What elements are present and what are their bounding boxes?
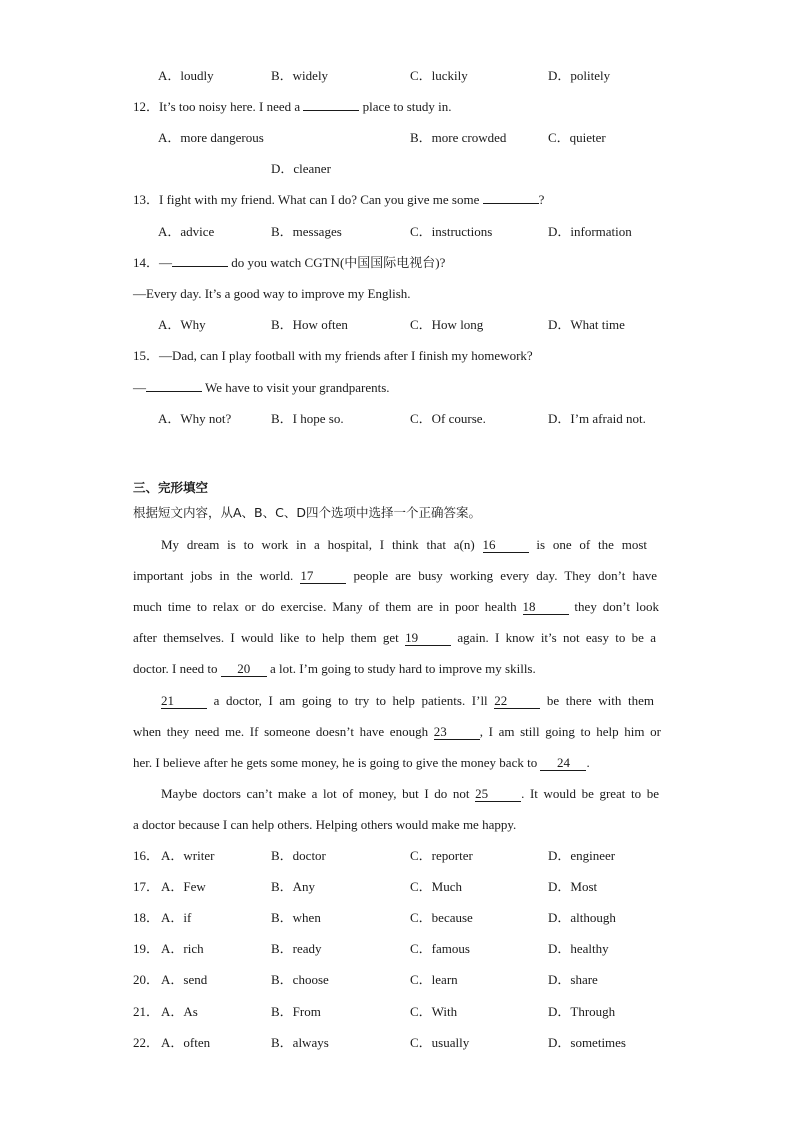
q15-text: —Dad, can I play football with my friends after I finish my homework?: [159, 348, 533, 363]
cloze-21-option-a[interactable]: A．As: [161, 1004, 198, 1019]
cloze-17-option-c[interactable]: C．Much: [410, 879, 463, 894]
q12-option-b[interactable]: B．more crowded: [410, 130, 507, 145]
q15-reply: [133, 379, 390, 397]
q12-text-before: It’s too noisy here. I need a: [159, 99, 304, 114]
cloze-21-option-b[interactable]: B．From: [271, 1004, 321, 1019]
passage-text: doctor. I need to: [133, 661, 221, 676]
q12-text-after: place to study in.: [359, 99, 452, 114]
passage-text: be there with them: [540, 693, 654, 708]
cloze-17-option-d[interactable]: D．Most: [548, 879, 598, 894]
q11-option-a[interactable]: A．loudly: [158, 68, 214, 83]
cloze-16-option-d[interactable]: D．engineer: [548, 848, 616, 863]
cloze-18-option-c[interactable]: C．because: [410, 910, 473, 925]
q14-option-c[interactable]: C．How long: [410, 317, 484, 332]
q15-option-d[interactable]: D．I’m afraid not.: [548, 411, 646, 426]
q13-text-before: I fight with my friend. What can I do? Can you give me some: [159, 192, 483, 207]
q12-number: 12．: [133, 99, 160, 114]
cloze-20-option-b[interactable]: B．choose: [271, 972, 329, 987]
passage-line-2: [133, 567, 657, 585]
blank-25[interactable]: 25: [475, 786, 521, 802]
cloze-18-option-b[interactable]: B．when: [271, 910, 321, 925]
passage-text: people are busy working every day. They don’t have: [346, 568, 657, 583]
blank-22[interactable]: 22: [494, 693, 540, 709]
cloze-19-option-a[interactable]: A．rich: [161, 941, 204, 956]
blank-18[interactable]: 18: [523, 599, 569, 615]
blank-17[interactable]: 17: [300, 568, 346, 584]
cloze-22-number: 22．: [133, 1035, 160, 1050]
passage-line-7: [133, 723, 661, 741]
passage-text: , I am still going to help him or: [479, 724, 661, 739]
cloze-22-option-d[interactable]: D．sometimes: [548, 1035, 626, 1050]
passage-text: much time to relax or do exercise. Many of them are in poor health: [133, 599, 523, 614]
cloze-22-option-a[interactable]: A．often: [161, 1035, 211, 1050]
passage-text: is one of the most: [528, 537, 648, 552]
passage-line-1: [161, 536, 647, 554]
q12-option-a[interactable]: A．more dangerous: [158, 130, 264, 145]
q13-option-a[interactable]: A．advice: [158, 224, 215, 239]
cloze-19-option-b[interactable]: B．ready: [271, 941, 322, 956]
cloze-21-option-c[interactable]: C．With: [410, 1004, 458, 1019]
cloze-16-option-c[interactable]: C．reporter: [410, 848, 473, 863]
q11-option-d[interactable]: D．politely: [548, 68, 611, 83]
cloze-18-option-d[interactable]: D．although: [548, 910, 616, 925]
q14-text-before: —: [159, 255, 173, 270]
q12-option-d[interactable]: D．cleaner: [271, 161, 331, 176]
cloze-17-option-a[interactable]: A．Few: [161, 879, 206, 894]
passage-text: they don’t look: [568, 599, 659, 614]
q15-question: [133, 347, 533, 365]
q11-option-b[interactable]: B．widely: [271, 68, 329, 83]
passage-line-6: [161, 692, 654, 710]
q15-option-c[interactable]: C．Of course.: [410, 411, 486, 426]
q13-text-after: ?: [538, 192, 545, 207]
passage-text: . It would be great to be: [521, 786, 659, 801]
cloze-21-option-d[interactable]: D．Through: [548, 1004, 616, 1019]
blank-20[interactable]: 20: [221, 661, 267, 677]
passage-text: a doctor, I am going to try to help patients. I’ll: [207, 693, 495, 708]
q14-text-after: do you watch CGTN(中国国际电视台)?: [228, 255, 446, 270]
q13-option-b[interactable]: B．messages: [271, 224, 342, 239]
q15-reply-before: —: [133, 380, 146, 395]
q14-option-a[interactable]: A．Why: [158, 317, 206, 332]
section-title: 三、完形填空: [133, 480, 209, 495]
cloze-18-number: 18．: [133, 910, 160, 925]
blank-19[interactable]: 19: [405, 630, 451, 646]
passage-line-4: [133, 629, 656, 647]
q15-option-b[interactable]: B．I hope so.: [271, 411, 344, 426]
cloze-17-option-b[interactable]: B．Any: [271, 879, 316, 894]
q14-option-d[interactable]: D．What time: [548, 317, 625, 332]
q15-blank[interactable]: [146, 379, 202, 392]
passage-text: My dream is to work in a hospital, I think that a(n): [161, 537, 483, 552]
passage-text: a lot. I’m going to study hard to improve my skills.: [266, 661, 536, 676]
q13-blank[interactable]: [483, 191, 539, 204]
blank-23[interactable]: 23: [434, 724, 480, 740]
q15-reply-after: We have to visit your grandparents.: [202, 380, 390, 395]
passage-line-8: [133, 754, 661, 772]
q11-option-c[interactable]: C．luckily: [410, 68, 468, 83]
blank-24[interactable]: 24: [540, 755, 586, 771]
passage-text: her. I believe after he gets some money, he is going to give the money back to: [133, 755, 541, 770]
cloze-20-option-d[interactable]: D．share: [548, 972, 598, 987]
blank-16[interactable]: 16: [483, 537, 529, 553]
q14-blank[interactable]: [172, 254, 228, 267]
q12-blank[interactable]: [303, 98, 359, 111]
q14-number: 14．: [133, 255, 160, 270]
q12-question: [133, 98, 452, 116]
cloze-16-option-b[interactable]: B．doctor: [271, 848, 326, 863]
cloze-21-number: 21．: [133, 1004, 160, 1019]
q15-number: 15．: [133, 348, 160, 363]
passage-text: after themselves. I would like to help them get: [133, 630, 406, 645]
passage-text: when they need me. If someone doesn’t have enough: [133, 724, 434, 739]
cloze-19-number: 19．: [133, 941, 160, 956]
passage-line-5: [133, 660, 661, 678]
cloze-20-option-c[interactable]: C．learn: [410, 972, 458, 987]
passage-line-10: a doctor because I can help others. Helping others would make me happy.: [133, 817, 517, 832]
q13-option-c[interactable]: C．instructions: [410, 224, 493, 239]
blank-21[interactable]: 21: [161, 693, 207, 709]
passage-text: important jobs in the world.: [133, 568, 301, 583]
q13-question: [133, 191, 544, 209]
q14-reply: —Every day. It’s a good way to improve my English.: [133, 286, 411, 301]
passage-line-9: [161, 785, 659, 803]
cloze-20-number: 20．: [133, 972, 160, 987]
cloze-22-option-b[interactable]: B．always: [271, 1035, 329, 1050]
section-instruction: 根据短文内容，从A、B、C、D四个选项中选择一个正确答案。: [133, 505, 481, 520]
cloze-20-option-a[interactable]: A．send: [161, 972, 208, 987]
passage-line-3: [133, 598, 659, 616]
passage-text: .: [586, 755, 590, 770]
cloze-19-option-d[interactable]: D．healthy: [548, 941, 609, 956]
cloze-18-option-a[interactable]: A．if: [161, 910, 192, 925]
cloze-17-number: 17．: [133, 879, 160, 894]
cloze-22-option-c[interactable]: C．usually: [410, 1035, 470, 1050]
q13-number: 13．: [133, 192, 160, 207]
cloze-19-option-c[interactable]: C．famous: [410, 941, 470, 956]
q13-option-d[interactable]: D．information: [548, 224, 632, 239]
cloze-16-option-a[interactable]: A．writer: [161, 848, 215, 863]
q12-option-c[interactable]: C．quieter: [548, 130, 606, 145]
q14-question: [133, 254, 445, 272]
q15-option-a[interactable]: A．Why not?: [158, 411, 232, 426]
passage-text: Maybe doctors can’t make a lot of money, but I do not: [161, 786, 476, 801]
q14-option-b[interactable]: B．How often: [271, 317, 348, 332]
passage-text: again. I know it’s not easy to be a: [451, 630, 656, 645]
cloze-16-number: 16．: [133, 848, 160, 863]
